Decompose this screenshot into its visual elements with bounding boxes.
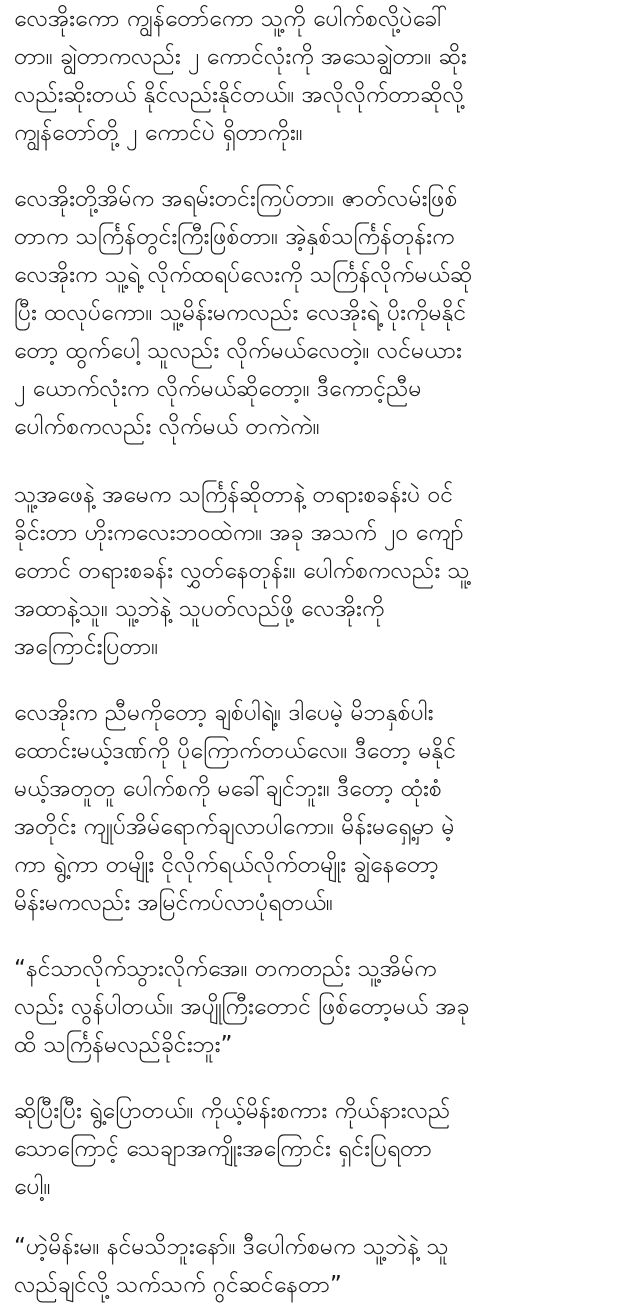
paragraph-line: ပြီး ထလုပ်ကော။ သူ့မိန်းမကလည်း လေအိုးရဲ့ ပိုးကိုမနိုင် — [14, 300, 467, 326]
paragraph-line: တောင် တရားစခန်း လွှတ်နေတုန်း။ ပေါက်စကလည်း သူ့ — [14, 558, 470, 584]
paragraph-line: မိန်းမကလည်း အမြင်ကပ်လာပုံရတယ်။ — [14, 890, 334, 916]
paragraph-line: လေအိုးတို့အိမ်က အရမ်းတင်းကြပ်တာ။ ဇာတ်လမ်းဖြစ် — [14, 186, 458, 212]
paragraph-4 — [14, 666, 610, 922]
paragraph-line: လေအိုးကော ကျွန်တော်ကော သူ့ကို ပေါက်စလို့ပဲခေါ် — [14, 6, 448, 32]
paragraph-line: ထောင်းမယ့်ဒဏ်ကို ပိုကြောက်တယ်လေ။ ဒီတော့ မနိုင် — [14, 738, 457, 764]
article-body — [14, 0, 610, 1304]
paragraph-line: အတိုင်း ကျုပ်အိမ်ရောက်ချလာပါကော။ မိန်းမရှေ့မှာ မဲ့ — [14, 814, 455, 840]
paragraph-6 — [14, 1064, 610, 1206]
paragraph-line: ဆိုပြီးပြီး ရွဲ့ပြောတယ်။ ကိုယ့်မိန်းစကား ကိုယ်နားလည် — [14, 1098, 451, 1124]
paragraph-line: အကြောင်းပြတာ။ — [14, 634, 159, 660]
paragraph-line: တာ။ ချွဲတာကလည်း ၂ ကောင်လုံးကို အသေချွဲတာ။ ဆိုး — [14, 44, 467, 70]
paragraph-line: သူ့အဖေနဲ့ အမေက သင်္ကြန်ဆိုတာနဲ့ တရားစခန်းပဲ ဝင် — [14, 482, 454, 508]
paragraph-line: ကျွန်တော်တို့ ၂ ကောင်ပဲ ရှိတာကိုး။ — [14, 120, 303, 146]
paragraph-line: “နင်သာလိုက်သွားလိုက်အေ။ တကတည်း သူ့အိမ်က — [14, 956, 437, 982]
paragraph-line: ပေါက်စကလည်း လိုက်မယ် တကဲကဲ။ — [14, 414, 320, 440]
paragraph-line: လည်းဆိုးတယ် နိုင်လည်းနိုင်တယ်။ အလိုလိုက်တာဆိုလို့ — [14, 82, 465, 108]
paragraph-line: မယ့်အတူတူ ပေါက်စကို မခေါ်ချင်ဘူး။ ဒီတော့ ထုံးစံ — [14, 776, 442, 802]
paragraph-line: တော့ ထွက်ပေါ့ သူလည်း လိုက်မယ်လေတဲ့။ လင်မယား — [14, 338, 462, 364]
paragraph-line: ခိုင်းတာ ဟိုးကလေးဘဝထဲက။ အခု အသက် ၂၀ ကျော် — [14, 520, 464, 546]
paragraph-line: လေအိုးက သူ့ရဲ့ လိုက်ထရပ်လေးကို သင်္ကြန်လိုက်မယ်ဆို — [14, 262, 473, 288]
paragraph-line: သောကြောင့် သေချာအကျိုးအကြောင်း ရှင်းပြရတာ — [14, 1136, 432, 1162]
paragraph-7-quote — [14, 1206, 610, 1304]
paragraph-1 — [14, 0, 610, 152]
paragraph-line: “ဟဲ့မိန်းမ။ နင်မသိဘူးနော်။ ဒီပေါက်စမက သူ့ဘဲနဲ့ သူ — [14, 1234, 449, 1260]
paragraph-line: ပေါ့။ — [14, 1174, 51, 1200]
paragraph-line: လေအိုးက ညီမကိုတော့ ချစ်ပါရဲ့။ ဒါပေမဲ့ မိဘနှစ်ပါး — [14, 700, 434, 726]
paragraph-line: တာက သင်္ကြန်တွင်းကြီးဖြစ်တာ။ အဲ့နှစ်သင်္ကြန်တုန်းက — [14, 224, 455, 250]
paragraph-5-quote — [14, 922, 610, 1064]
paragraph-3 — [14, 446, 610, 666]
paragraph-line: လည်း လွန်ပါတယ်။ အပျိုကြီးတောင် ဖြစ်တော့မယ် အခု — [14, 994, 470, 1020]
paragraph-line: အထာနဲ့သူ။ သူ့ဘဲနဲ့ သူပတ်လည်ဖို့ လေအိုးကို — [14, 596, 385, 622]
paragraph-line: ကာ ရွဲ့ကာ တမျိုး ငိုလိုက်ရယ်လိုက်တမျိုး ချွဲနေတော့ — [14, 852, 439, 878]
paragraph-line: ၂ ယောက်လုံးက လိုက်မယ်ဆိုတော့။ ဒီကောင့်ညီမ — [14, 376, 422, 402]
paragraph-line: ထိ သင်္ကြန်မလည်ခိုင်းဘူး” — [14, 1032, 233, 1058]
paragraph-2 — [14, 152, 610, 446]
paragraph-line: လည်ချင်လို့ သက်သက် ဂွင်ဆင်နေတာ” — [14, 1272, 342, 1298]
